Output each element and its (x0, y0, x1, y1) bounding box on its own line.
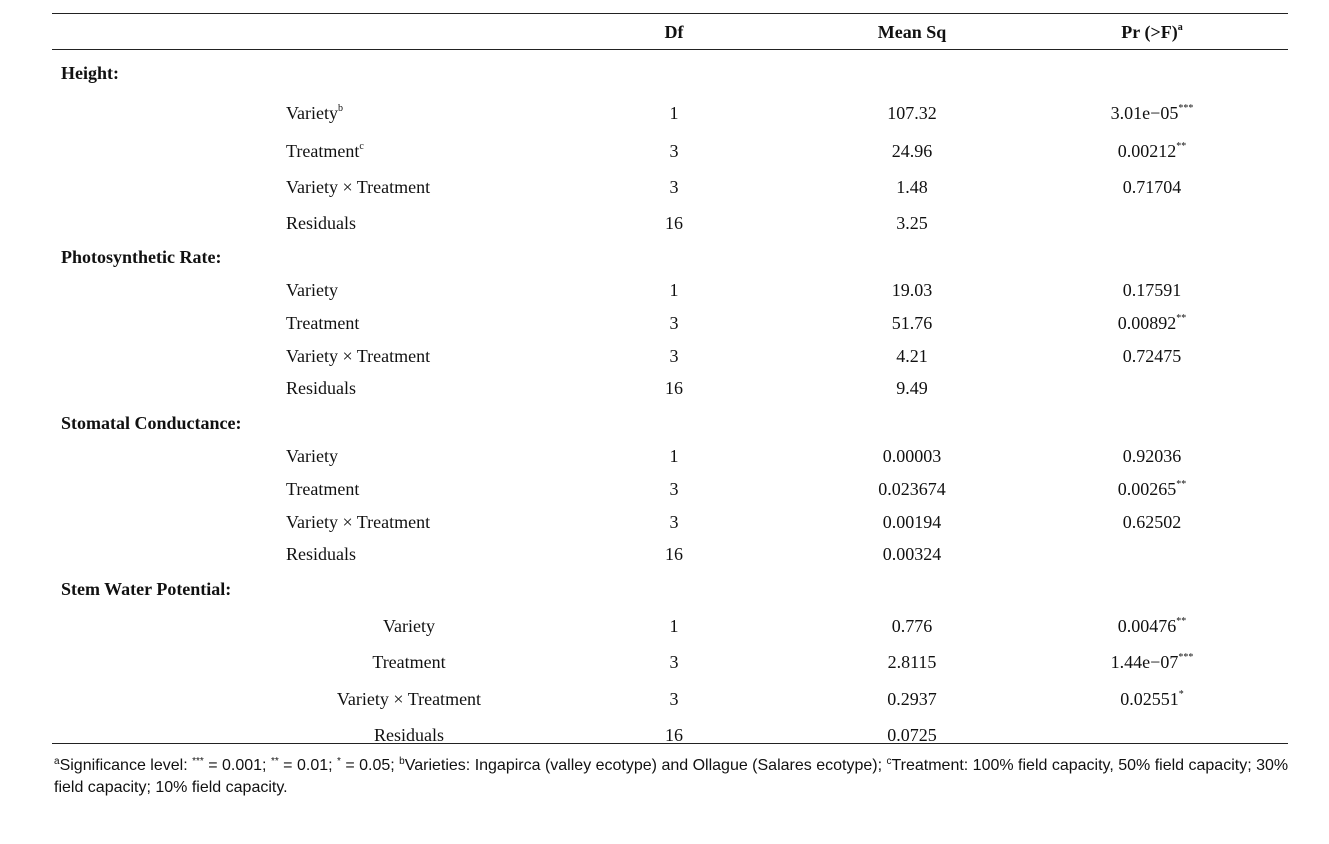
row-mean-sq: 0.2937 (887, 689, 937, 709)
row-term (282, 616, 536, 637)
row-pr (1072, 616, 1232, 637)
header-mean-sq: Mean Sq (877, 22, 947, 42)
row-mean-sq: 0.00003 (882, 446, 942, 466)
row-mean-sq: 0.0725 (887, 725, 937, 745)
table-row (52, 280, 1288, 310)
footnote-3star-text: = 0.001; (203, 757, 271, 774)
row-mean-sq: 0.00324 (882, 544, 942, 564)
row-df: 16 (665, 213, 683, 233)
footnote-c-text: Treatment: 100% field capacity, 50% field capacity; 30% field capacity; 10% field capacity. (54, 757, 1289, 796)
row-pr-significance: ** (1176, 141, 1187, 152)
row-term (286, 512, 430, 533)
row-df: 16 (665, 725, 683, 745)
table-row (52, 616, 1288, 646)
section-title: Stem Water Potential: (61, 579, 232, 599)
row-term-label: Treatment (372, 652, 446, 672)
row-pr-value: 0.00212 (1117, 141, 1177, 161)
row-mean-sq: 19.03 (891, 280, 933, 300)
row-mean-sq: 4.21 (896, 346, 928, 366)
table-row (52, 689, 1288, 719)
row-pr (1072, 313, 1232, 334)
row-pr-value: 0.62502 (1122, 512, 1182, 532)
row-term (282, 689, 536, 710)
footnote-mark-b: b (399, 756, 405, 767)
row-df: 3 (669, 689, 679, 709)
row-df: 3 (669, 512, 679, 532)
row-pr-significance: *** (1178, 652, 1194, 663)
row-term-label: Variety (286, 446, 338, 466)
row-term (286, 177, 430, 198)
row-mean-sq: 0.023674 (878, 479, 946, 499)
row-term-label: Variety × Treatment (286, 177, 431, 197)
table-row (52, 103, 1288, 133)
row-term-label: Residuals (374, 725, 444, 745)
table-row (52, 141, 1288, 171)
row-pr (1072, 177, 1232, 198)
row-term-label: Treatment (286, 479, 360, 499)
row-df: 3 (669, 346, 679, 366)
row-pr-significance: ** (1176, 616, 1187, 627)
row-df: 3 (669, 313, 679, 333)
row-pr (1072, 103, 1232, 124)
row-pr-value: 1.44e−07 (1110, 652, 1179, 672)
row-pr (1072, 280, 1232, 301)
table-footnote (54, 755, 1290, 799)
row-term-label: Residuals (286, 544, 356, 564)
row-mean-sq: 1.48 (896, 177, 928, 197)
row-mean-sq: 24.96 (891, 141, 933, 161)
row-mean-sq: 3.25 (896, 213, 928, 233)
row-mean-sq: 0.776 (891, 616, 933, 636)
row-term-label: Treatment (286, 141, 360, 161)
row-term (286, 280, 338, 301)
table-row (52, 213, 1288, 243)
row-pr (1072, 652, 1232, 673)
section-title: Height: (61, 63, 119, 83)
row-pr-significance: * (1178, 689, 1184, 700)
row-term (286, 378, 356, 399)
table-row (52, 512, 1288, 542)
row-pr (1072, 346, 1232, 367)
header-pr-footnote-mark: a (1177, 22, 1183, 33)
row-pr-value: 0.02551 (1120, 689, 1179, 709)
row-term (286, 141, 364, 162)
row-term-label: Treatment (286, 313, 360, 333)
row-term-label: Variety (286, 103, 338, 123)
table-row (52, 346, 1288, 376)
row-pr-significance: ** (1176, 313, 1187, 324)
row-pr-value: 3.01e−05 (1110, 103, 1179, 123)
row-df: 3 (669, 479, 679, 499)
row-term-footnote-mark: b (337, 103, 343, 114)
table-top-rule (52, 13, 1288, 14)
table-row (52, 725, 1288, 755)
footnote-a-text: Significance level: (59, 757, 193, 774)
footnote-mark-1star: * (337, 756, 341, 767)
row-mean-sq: 0.00194 (882, 512, 942, 532)
row-term (286, 479, 359, 500)
row-pr (1072, 446, 1232, 467)
table-header-rule (52, 49, 1288, 50)
row-term (286, 103, 343, 124)
row-term-label: Variety (383, 616, 435, 636)
row-df: 3 (669, 141, 679, 161)
row-term-label: Variety × Treatment (286, 346, 431, 366)
row-df: 1 (669, 616, 679, 636)
table-row (52, 544, 1288, 574)
row-term (286, 346, 430, 367)
row-term-label: Residuals (286, 378, 356, 398)
row-mean-sq: 107.32 (887, 103, 937, 123)
table-row (52, 652, 1288, 682)
row-df: 3 (669, 652, 679, 672)
row-term-label: Residuals (286, 213, 356, 233)
footnote-mark-c: c (886, 756, 892, 767)
header-pr: Pr (>F)$^a$ (1121, 22, 1183, 42)
row-term-label: Variety (286, 280, 338, 300)
row-pr (1072, 689, 1232, 710)
row-term-label: Variety × Treatment (336, 689, 482, 709)
row-pr-significance: *** (1178, 103, 1194, 114)
row-pr-value: 0.72475 (1122, 346, 1182, 366)
row-mean-sq: 9.49 (896, 378, 928, 398)
section-title: Stomatal Conductance: (61, 413, 242, 433)
row-df: 1 (669, 446, 679, 466)
row-term (286, 213, 356, 234)
row-df: 16 (665, 378, 683, 398)
table-row (52, 313, 1288, 343)
row-pr (1072, 141, 1232, 162)
row-df: 1 (669, 103, 679, 123)
row-term (286, 446, 338, 467)
row-pr (1072, 479, 1232, 500)
table-bottom-rule (52, 743, 1288, 744)
row-pr-value: 0.17591 (1122, 280, 1182, 300)
row-pr (1072, 512, 1232, 533)
header-df: Df (664, 22, 684, 42)
row-pr-value: 0.71704 (1122, 177, 1182, 197)
table-row (52, 479, 1288, 509)
row-df: 1 (669, 280, 679, 300)
footnote-mark-2star: ** (270, 756, 279, 767)
row-term-label: Variety × Treatment (286, 512, 431, 532)
row-term (282, 652, 536, 673)
row-df: 16 (665, 544, 683, 564)
table-row (52, 446, 1288, 476)
row-term (286, 544, 356, 565)
table-row (52, 378, 1288, 408)
footnote-b-text: Varieties: Ingapirca (valley ecotype) and Ollague (Salares ecotype); (404, 757, 887, 774)
row-pr-value: 0.00265 (1117, 479, 1177, 499)
row-term-footnote-mark: c (359, 141, 364, 152)
row-df: 3 (669, 177, 679, 197)
footnote-2star-text: = 0.01; (278, 757, 337, 774)
row-pr-value: 0.00892 (1117, 313, 1177, 333)
row-term (286, 313, 359, 334)
row-mean-sq: 2.8115 (887, 652, 937, 672)
row-pr-value: 0.92036 (1122, 446, 1182, 466)
footnote-1star-text: = 0.05; (340, 757, 400, 774)
table-row (52, 177, 1288, 207)
row-mean-sq: 51.76 (891, 313, 933, 333)
row-pr-significance: ** (1176, 479, 1187, 490)
section-title: Photosynthetic Rate: (61, 247, 222, 267)
row-pr-value: 0.00476 (1117, 616, 1177, 636)
footnote-mark-3star: *** (192, 756, 204, 767)
footnote-mark-a: a (54, 756, 60, 767)
